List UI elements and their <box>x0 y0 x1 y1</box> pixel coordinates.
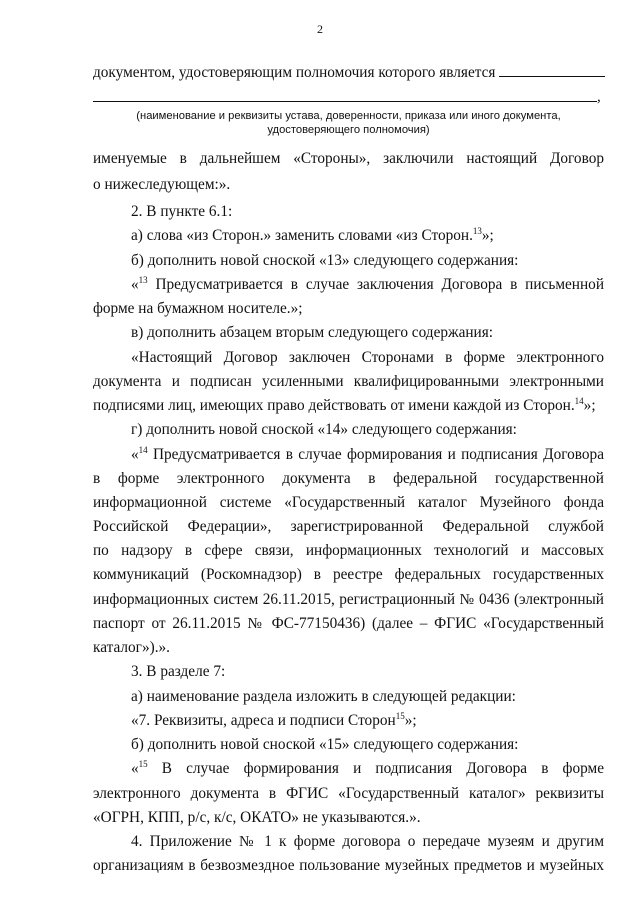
paragraph-line: б) дополнить новой сноской «13» следующего содержания: <box>131 252 519 269</box>
line-text: »; <box>481 227 494 244</box>
paragraph-line: б) дополнить новой сноской «15» следующего содержания: <box>131 736 519 753</box>
paragraph-line: 4. Приложение № 1 к форме договора о передаче музеям и другим <box>131 833 604 850</box>
paragraph-line: в форме электронного документа в федеральной государственной <box>93 470 604 487</box>
paragraph-line: каталог»).». <box>93 639 170 656</box>
line-text: « <box>131 760 139 777</box>
paragraph-line <box>93 397 604 415</box>
fill-in-blank <box>499 64 605 77</box>
line-text: Предусматривается в случае заключения Договора в письменной <box>147 276 604 293</box>
paragraph-line: документа и подписан усиленными квалифицированными электронными <box>93 373 604 390</box>
paragraph-line: «Настоящий Договор заключен Сторонами в форме электронного <box>131 349 604 366</box>
footnote-ref: 13 <box>138 275 148 285</box>
paragraph-line <box>131 227 604 245</box>
paragraph-line: паспорт от 26.11.2015 № ФС-77150436) (далее – ФГИС «Государственный <box>93 615 604 632</box>
line-text: подписями лиц, имеющих право действовать от имени каждой из Сторон. <box>93 397 575 414</box>
signature-rule <box>93 101 597 102</box>
rule-caption-line-1: (наименование и реквизиты устава, доверенности, приказа или иного документа, <box>136 110 561 122</box>
line-text: а) слова «из Сторон.» заменить словами «из Сторон. <box>131 227 473 244</box>
line-text: Предусматривается в случае формирования и подписания Договора <box>147 446 604 463</box>
paragraph-line <box>131 760 604 778</box>
intro-line <box>93 64 604 82</box>
footnote-ref: 15 <box>395 711 405 721</box>
footnote-ref: 15 <box>138 759 148 769</box>
line-text: В случае формирования и подписания Договора в форме <box>147 760 604 777</box>
paragraph-line: по надзору в сфере связи, информационных технологий и массовых <box>93 542 604 559</box>
paragraph-line: именуемые в дальнейшем «Стороны», заключили настоящий Договор <box>93 150 604 167</box>
footnote-ref: 14 <box>138 445 148 455</box>
paragraph-line: форме на бумажном носителе.»; <box>93 300 303 317</box>
paragraph-line: «ОГРН, КПП, р/с, к/с, ОКАТО» не указываются.». <box>93 809 421 826</box>
footnote-ref: 13 <box>472 226 482 236</box>
paragraph-line: г) дополнить новой сноской «14» следующего содержания: <box>131 421 517 438</box>
paragraph-line: информационной системе «Государственный каталог Музейного фонда <box>93 494 604 511</box>
footnote-ref: 14 <box>574 396 584 406</box>
line-text: »; <box>404 712 417 729</box>
paragraph-line <box>131 712 604 730</box>
paragraph-line <box>131 276 604 294</box>
paragraph-line <box>131 446 604 464</box>
section-heading: 3. В разделе 7: <box>131 663 226 680</box>
rule-comma: , <box>597 89 601 105</box>
paragraph-line: организациям в безвозмездное пользование музейных предметов и музейных <box>93 857 604 874</box>
section-heading: 2. В пункте 6.1: <box>131 203 233 220</box>
line-text: « <box>131 446 139 463</box>
paragraph-line: в) дополнить абзацем вторым следующего содержания: <box>131 324 494 341</box>
rule-caption-line-2: удостоверяющего полномочия) <box>267 124 430 136</box>
line-text: »; <box>583 397 596 414</box>
paragraph-line: а) наименование раздела изложить в следующей редакции: <box>131 688 516 705</box>
line-text: «7. Реквизиты, адреса и подписи Сторон <box>131 712 396 729</box>
paragraph-line: о нижеследующем:». <box>93 176 231 193</box>
paragraph-line: электронного документа в ФГИС «Государственный каталог» реквизиты <box>93 785 604 802</box>
paragraph-line: коммуникаций (Роскомнадзор) в реестре федеральных государственных <box>93 566 604 583</box>
paragraph-line: информационных систем 26.11.2015, регистрационный № 0436 (электронный <box>93 591 604 608</box>
intro-text: документом, удостоверяющим полномочия которого является <box>93 64 496 81</box>
page-number: 2 <box>317 22 323 36</box>
line-text: « <box>131 276 139 293</box>
paragraph-line: Российской Федерации», зарегистрированной Федеральной службой <box>93 518 604 535</box>
